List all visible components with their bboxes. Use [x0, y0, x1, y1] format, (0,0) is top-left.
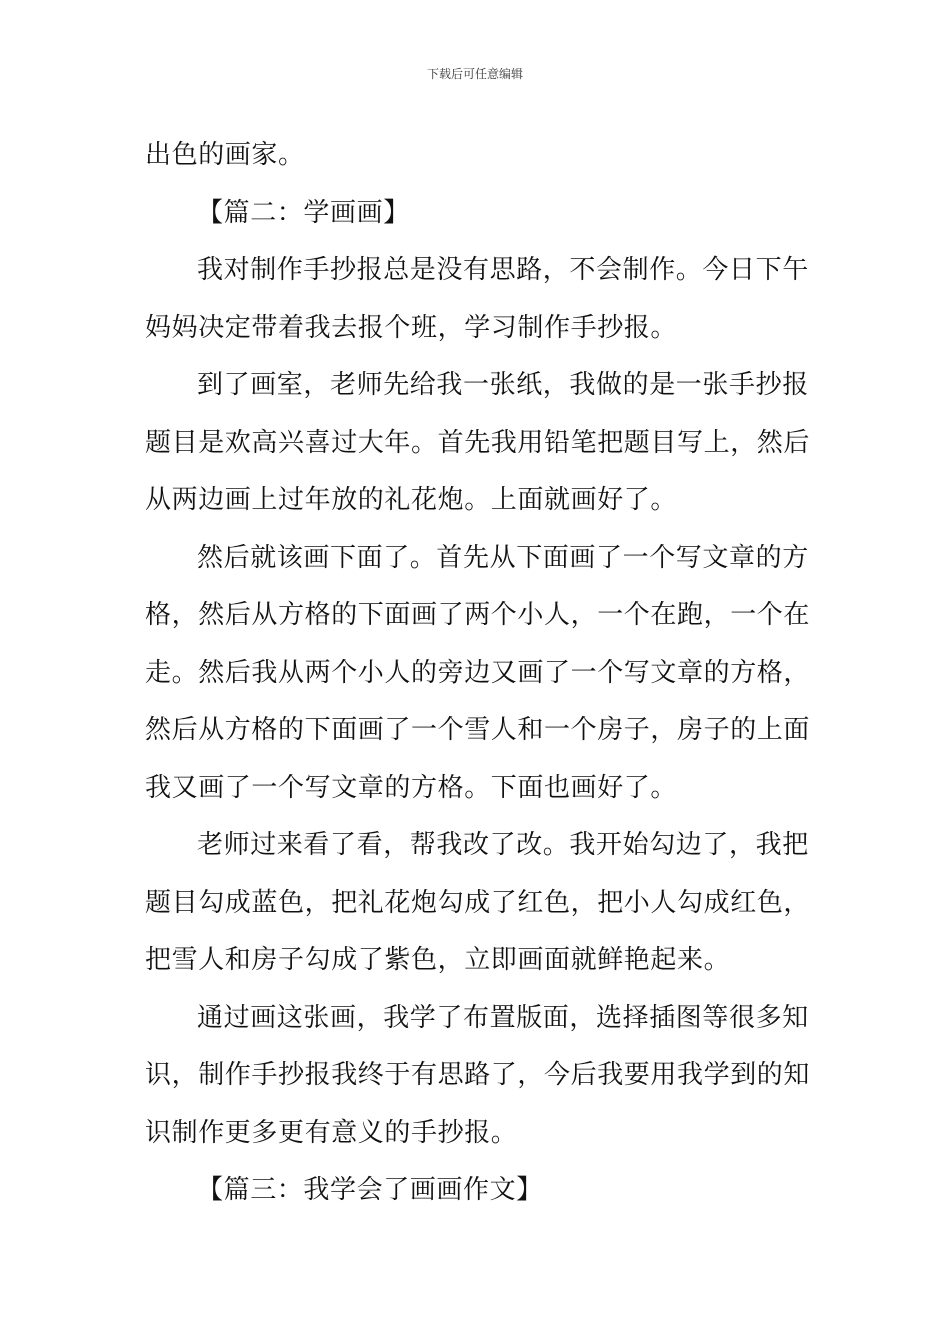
- text-line: 然后从方格的下面画了一个雪人和一个房子，房子的上面: [145, 715, 811, 745]
- section-heading: 【篇三：我学会了画画作文】: [197, 1175, 543, 1205]
- text-line: 然后就该画下面了。首先从下面画了一个写文章的方: [197, 542, 809, 573]
- text-line: 从两边画上过年放的礼花炮。上面就画好了。: [145, 485, 678, 515]
- page-header: 下载后可任意编辑: [426, 67, 523, 81]
- text-line: 识，制作手抄报我终于有思路了，今后我要用我学到的知: [145, 1060, 811, 1090]
- text-line: 格，然后从方格的下面画了两个小人，一个在跑，一个在: [145, 600, 811, 630]
- text-line: 识制作更多更有意义的手抄报。: [145, 1117, 518, 1148]
- document-body: [145, 127, 811, 1220]
- text-line: 通过画这张画，我学了布置版面，选择插图等很多知: [197, 1002, 809, 1033]
- text-line: 老师过来看了看，帮我改了改。我开始勾边了，我把: [197, 830, 809, 860]
- text-line: 我又画了一个写文章的方格。下面也画好了。: [145, 772, 678, 803]
- text-line: 妈妈决定带着我去报个班，学习制作手抄报。: [145, 312, 678, 343]
- section-heading: 【篇二：学画画】: [197, 197, 410, 228]
- text-line: 我对制作手抄报总是没有思路，不会制作。今日下午: [197, 255, 809, 285]
- text-line: 题目勾成蓝色，把礼花炮勾成了红色，把小人勾成红色，: [145, 887, 811, 918]
- text-line: 到了画室，老师先给我一张纸，我做的是一张手抄报: [197, 370, 809, 400]
- text-line: 把雪人和房子勾成了紫色，立即画面就鲜艳起来。: [145, 945, 731, 975]
- text-line: 题目是欢高兴喜过大年。首先我用铅笔把题目写上，然后: [145, 427, 811, 458]
- text-line: 走。然后我从两个小人的旁边又画了一个写文章的方格，: [145, 657, 811, 688]
- text-line: 出色的画家。: [145, 140, 305, 170]
